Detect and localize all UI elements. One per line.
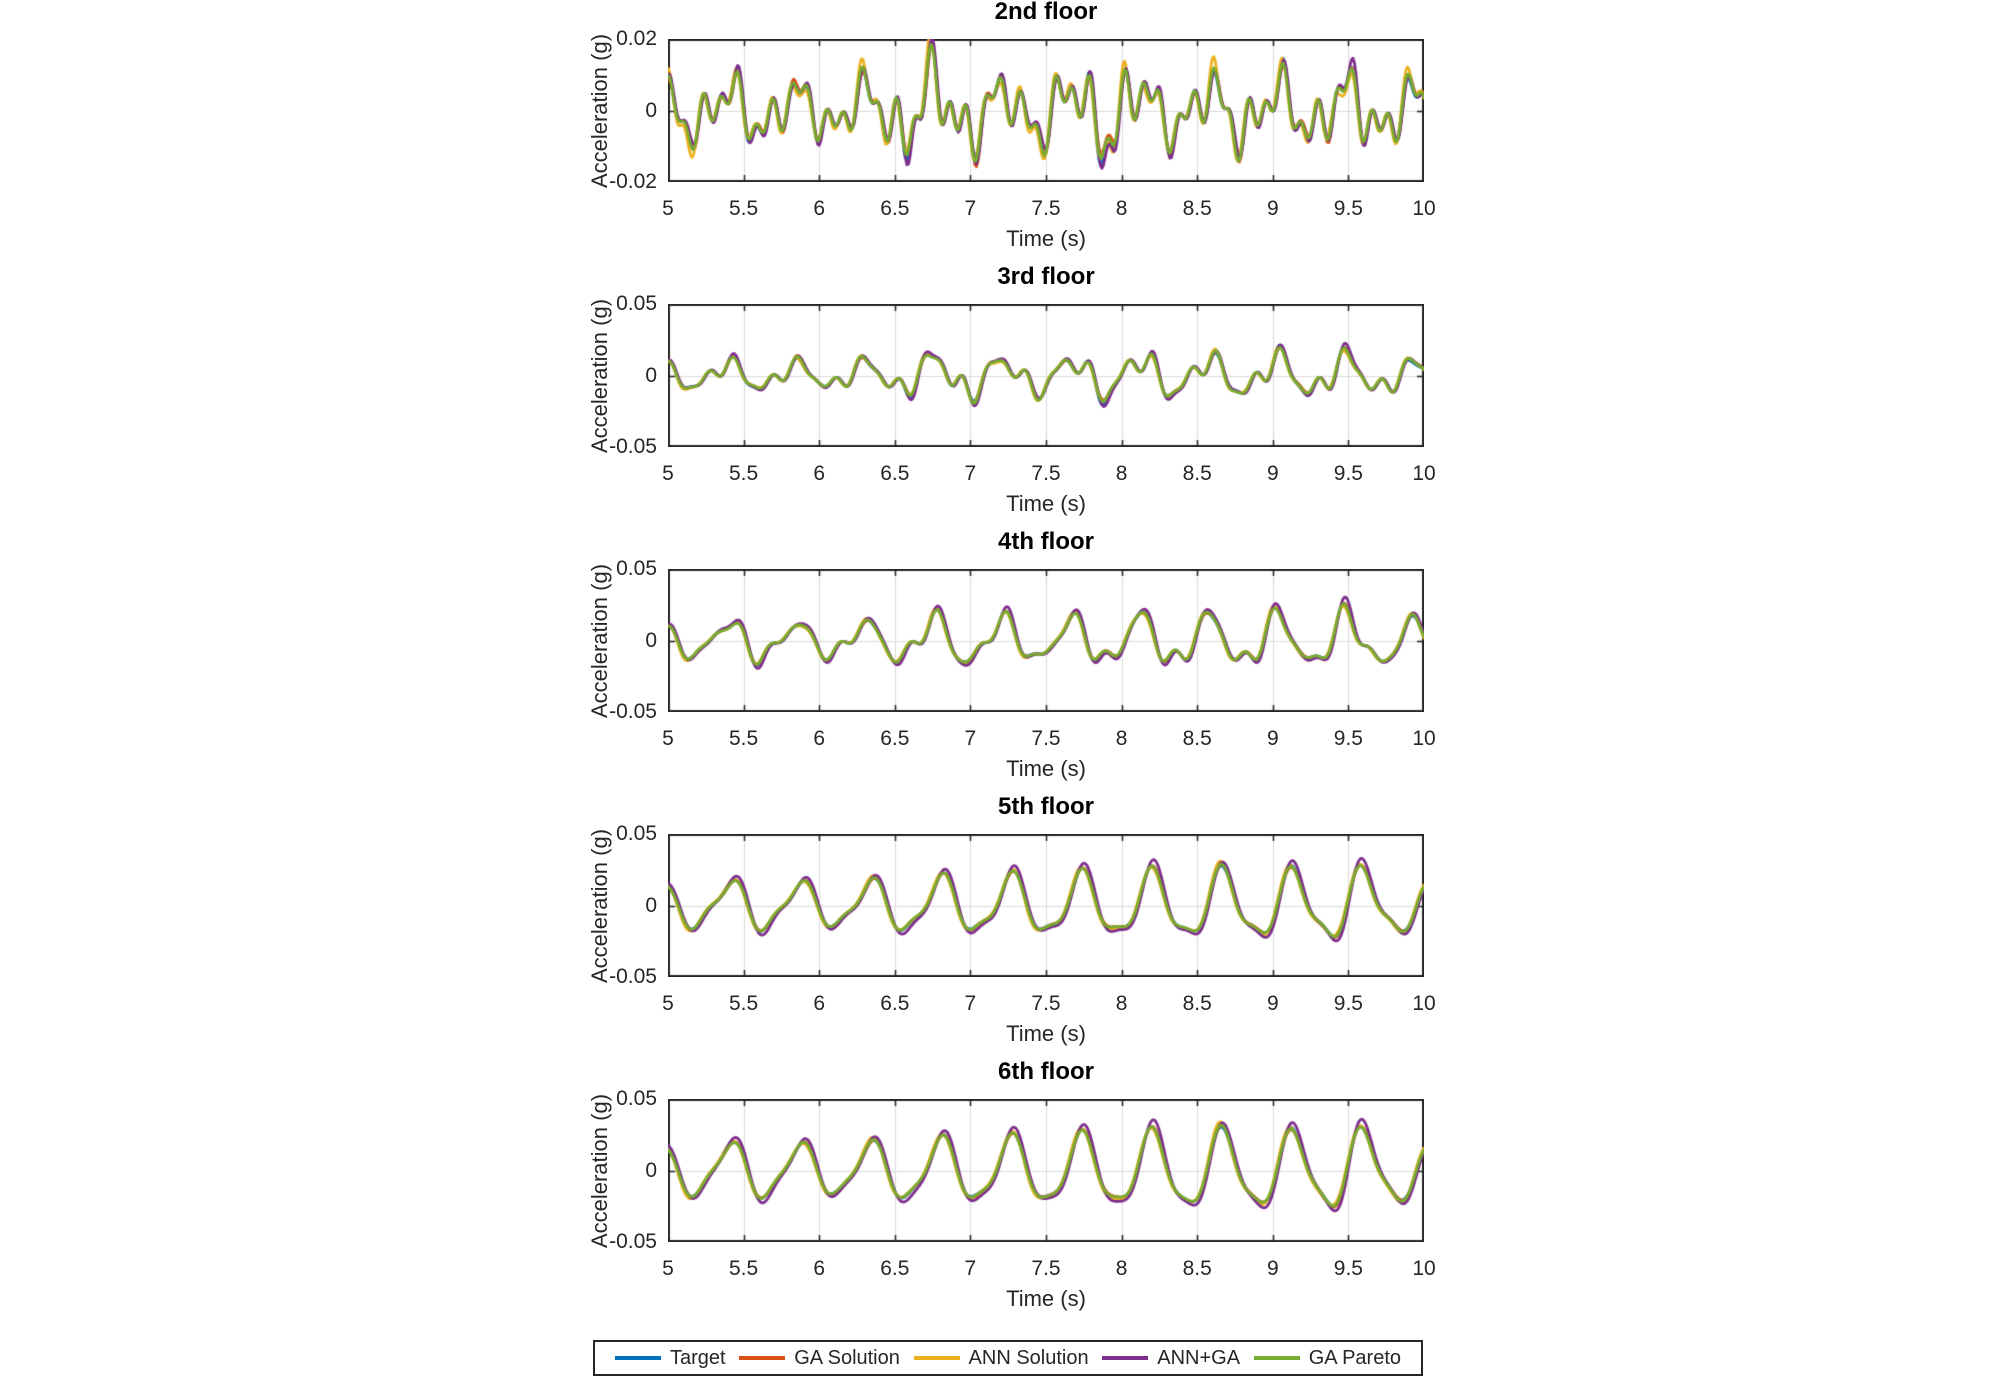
x-tick-label: 7 <box>964 197 977 220</box>
x-tick-label: 9 <box>1266 727 1279 750</box>
x-tick-label: 9.5 <box>1333 992 1363 1015</box>
plot-canvas-3rd-floor <box>668 304 1424 447</box>
x-tick-label: 5.5 <box>728 727 759 750</box>
x-tick-label: 8 <box>1115 727 1128 750</box>
y-axis-label: Acceleration (g) <box>587 298 612 453</box>
x-tick-label: 8.5 <box>1182 462 1212 485</box>
x-axis-label: Time (s) <box>1006 1021 1086 1046</box>
y-tick-label: 0 <box>645 363 657 387</box>
y-tick-label: 0 <box>645 893 657 917</box>
y-tick-label: 0.05 <box>616 1087 657 1110</box>
legend-label-ga-pareto: GA Pareto <box>1308 1347 1401 1369</box>
y-tick-label: 0.02 <box>616 27 657 50</box>
y-tick-label: 0 <box>645 1158 657 1182</box>
x-tick-label: 9.5 <box>1333 1257 1363 1280</box>
x-tick-label: 6.5 <box>880 1257 910 1280</box>
x-tick-label: 6 <box>813 197 826 220</box>
legend <box>593 1340 1423 1376</box>
legend-label-ann-ga: ANN+GA <box>1157 1347 1241 1369</box>
x-tick-label: 5 <box>662 1257 674 1280</box>
plot-title: 4th floor <box>998 528 1094 555</box>
y-tick-label: -0.05 <box>609 965 657 988</box>
y-tick-label: 0 <box>645 628 657 652</box>
x-tick-label: 7.5 <box>1031 462 1061 485</box>
x-tick-label: 6.5 <box>880 727 910 750</box>
y-tick-label: 0.05 <box>616 557 657 580</box>
x-tick-label: 7 <box>964 992 977 1015</box>
x-tick-label: 6.5 <box>880 992 910 1015</box>
y-axis-label: Acceleration (g) <box>587 563 612 718</box>
x-tick-label: 10 <box>1412 462 1436 485</box>
x-tick-label: 5.5 <box>728 462 759 485</box>
x-tick-label: 7.5 <box>1031 197 1061 220</box>
y-tick-label: -0.02 <box>609 170 657 193</box>
x-tick-label: 5 <box>662 197 674 220</box>
x-tick-label: 10 <box>1412 727 1436 750</box>
x-tick-label: 9 <box>1266 462 1279 485</box>
x-tick-label: 8 <box>1115 197 1128 220</box>
x-tick-label: 8 <box>1115 992 1128 1015</box>
x-tick-label: 9 <box>1266 992 1279 1015</box>
x-tick-label: 6 <box>813 462 826 485</box>
x-tick-label: 7 <box>964 1257 977 1280</box>
x-axis-label: Time (s) <box>1006 226 1086 251</box>
y-tick-label: -0.05 <box>609 700 657 723</box>
x-tick-label: 9.5 <box>1333 197 1363 220</box>
x-tick-label: 9 <box>1266 1257 1279 1280</box>
x-tick-label: 10 <box>1412 992 1436 1015</box>
x-tick-label: 8.5 <box>1182 727 1212 750</box>
x-axis-label: Time (s) <box>1006 756 1086 781</box>
legend-line-ga-pareto <box>1254 1356 1300 1360</box>
x-tick-label: 5 <box>662 992 674 1015</box>
plot-title: 5th floor <box>998 793 1094 820</box>
x-tick-label: 6 <box>813 727 826 750</box>
x-tick-label: 7.5 <box>1031 992 1061 1015</box>
x-tick-label: 10 <box>1412 197 1436 220</box>
x-tick-label: 5.5 <box>728 1257 759 1280</box>
x-tick-label: 5 <box>662 727 674 750</box>
x-tick-label: 8.5 <box>1182 197 1212 220</box>
x-tick-label: 8 <box>1115 462 1128 485</box>
x-tick-label: 7 <box>964 462 977 485</box>
x-tick-label: 8.5 <box>1182 1257 1212 1280</box>
x-tick-label: 8 <box>1115 1257 1128 1280</box>
x-axis-label: Time (s) <box>1006 491 1086 516</box>
x-tick-label: 6 <box>813 1257 826 1280</box>
y-tick-label: -0.05 <box>609 1230 657 1253</box>
y-axis-label: Acceleration (g) <box>587 33 612 188</box>
x-tick-label: 7 <box>964 727 977 750</box>
x-tick-label: 9.5 <box>1333 462 1363 485</box>
legend-label-ga-solution: GA Solution <box>794 1347 900 1369</box>
y-tick-label: -0.05 <box>609 435 657 458</box>
y-tick-label: 0 <box>645 98 657 122</box>
legend-line-ann-solution <box>914 1356 960 1360</box>
x-tick-label: 9.5 <box>1333 727 1363 750</box>
y-axis-label: Acceleration (g) <box>587 1093 612 1248</box>
x-tick-label: 6 <box>813 992 826 1015</box>
legend-label-target: Target <box>670 1347 726 1369</box>
legend-item-ann-solution <box>914 1343 1089 1373</box>
x-tick-label: 6.5 <box>880 197 910 220</box>
x-tick-label: 5.5 <box>728 992 759 1015</box>
legend-item-ga-pareto <box>1254 1343 1401 1373</box>
plot-title: 3rd floor <box>997 263 1095 290</box>
legend-item-target <box>615 1343 726 1373</box>
legend-item-ga-solution <box>739 1343 900 1373</box>
x-tick-label: 6.5 <box>880 462 910 485</box>
x-tick-label: 7.5 <box>1031 727 1061 750</box>
x-tick-label: 9 <box>1266 197 1279 220</box>
x-tick-label: 5.5 <box>728 197 759 220</box>
x-tick-label: 10 <box>1412 1257 1436 1280</box>
y-tick-label: 0.05 <box>616 822 657 845</box>
plot-canvas-4th-floor <box>668 569 1424 712</box>
y-axis-label: Acceleration (g) <box>587 828 612 983</box>
plot-canvas-2nd-floor <box>668 39 1424 182</box>
x-tick-label: 5 <box>662 462 674 485</box>
legend-item-ann-ga <box>1102 1343 1240 1373</box>
plot-canvas-5th-floor <box>668 834 1424 977</box>
plot-canvas-6th-floor <box>668 1099 1424 1242</box>
plot-title: 2nd floor <box>994 0 1098 25</box>
x-axis-label: Time (s) <box>1006 1286 1086 1311</box>
x-tick-label: 7.5 <box>1031 1257 1061 1280</box>
legend-line-target <box>615 1356 661 1360</box>
y-tick-label: 0.05 <box>616 292 657 315</box>
legend-line-ga-solution <box>739 1356 785 1360</box>
plot-title: 6th floor <box>998 1058 1094 1085</box>
legend-label-ann-solution: ANN Solution <box>968 1347 1089 1369</box>
legend-line-ann-ga <box>1102 1356 1148 1360</box>
x-tick-label: 8.5 <box>1182 992 1212 1015</box>
